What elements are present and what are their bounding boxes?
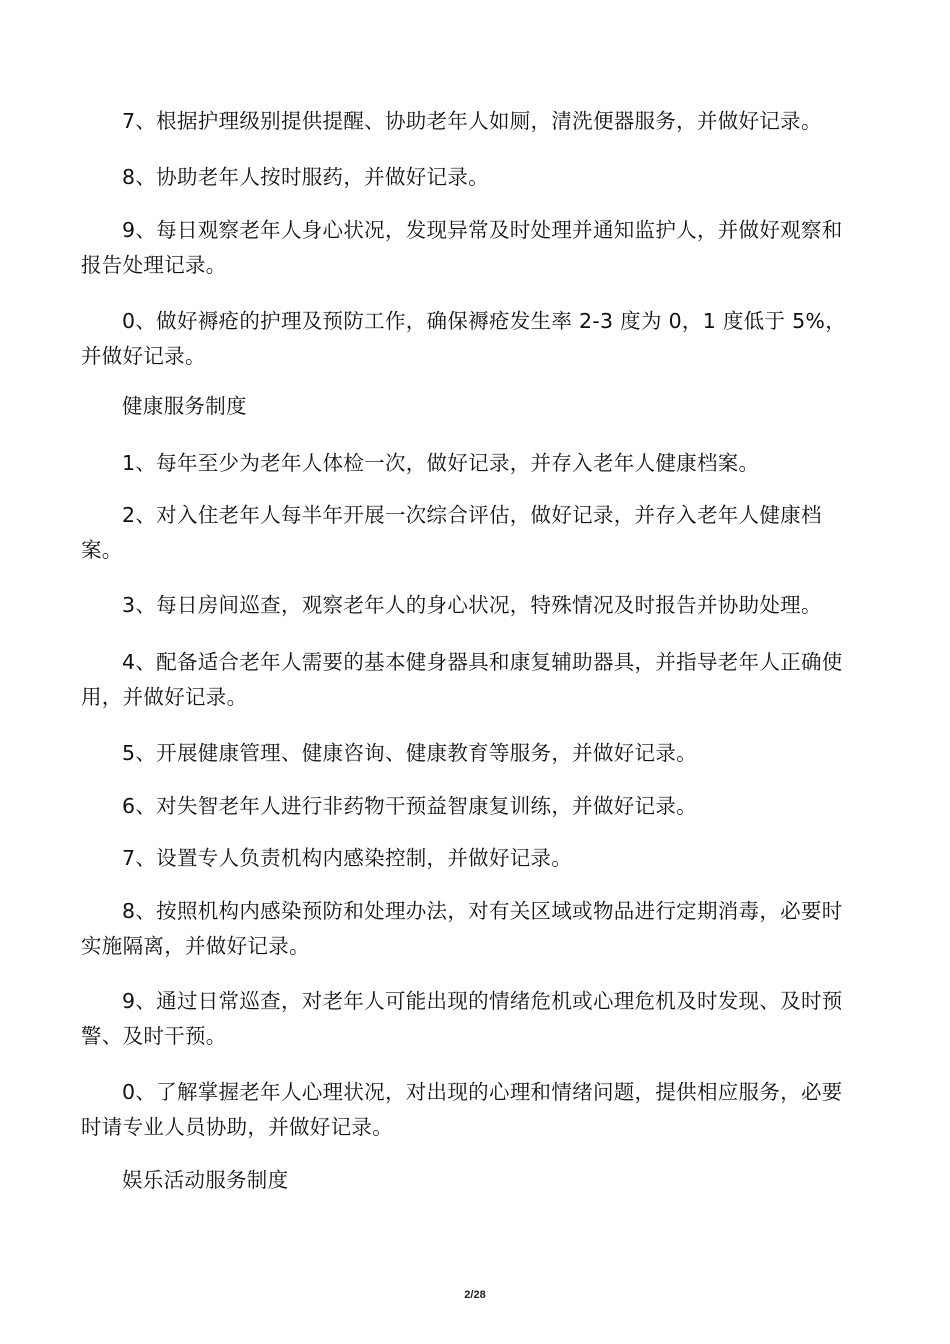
- paragraph-health-10: 0、了解掌握老年人心理状况，对出现的心理和情绪问题，提供相应服务，必要时请专业人员协助，并做好记录。: [81, 1080, 843, 1139]
- page-number: 2/28: [464, 1289, 486, 1301]
- heading-health-service: 健康服务制度: [122, 394, 247, 418]
- paragraph-health-5: 5、开展健康管理、健康咨询、健康教育等服务，并做好记录。: [122, 741, 697, 765]
- paragraph-health-1: 1、每年至少为老年人体检一次，做好记录，并存入老年人健康档案。: [122, 451, 760, 475]
- paragraph-health-6: 6、对失智老年人进行非药物干预益智康复训练，并做好记录。: [122, 794, 697, 818]
- heading-entertainment-service: 娱乐活动服务制度: [122, 1168, 289, 1192]
- paragraph-health-8: 8、按照机构内感染预防和处理办法，对有关区域或物品进行定期消毒，必要时实施隔离，并做好记录。: [81, 899, 843, 958]
- paragraph-toileting: 7、根据护理级别提供提醒、协助老年人如厕，清洗便器服务，并做好记录。: [122, 109, 822, 133]
- paragraph-health-7: 7、设置专人负责机构内感染控制，并做好记录。: [122, 846, 573, 870]
- paragraph-health-2: 2、对入住老年人每半年开展一次综合评估，做好记录，并存入老年人健康档案。: [81, 503, 822, 562]
- paragraph-medication: 8、协助老年人按时服药，并做好记录。: [122, 165, 489, 189]
- paragraph-health-3: 3、每日房间巡查，观察老年人的身心状况，特殊情况及时报告并协助处理。: [122, 593, 822, 617]
- paragraph-bedsore: 0、做好褥疮的护理及预防工作，确保褥疮发生率 2-3 度为 0，1 度低于 5%，并做好记录。: [81, 309, 847, 368]
- paragraph-observation: 9、每日观察老年人身心状况，发现异常及时处理并通知监护人，并做好观察和报告处理记录。: [81, 218, 843, 277]
- paragraph-health-4: 4、配备适合老年人需要的基本健身器具和康复辅助器具，并指导老年人正确使用，并做好记录。: [81, 650, 843, 709]
- paragraph-health-9: 9、通过日常巡查，对老年人可能出现的情绪危机或心理危机及时发现、及时预警、及时干预。: [81, 989, 843, 1048]
